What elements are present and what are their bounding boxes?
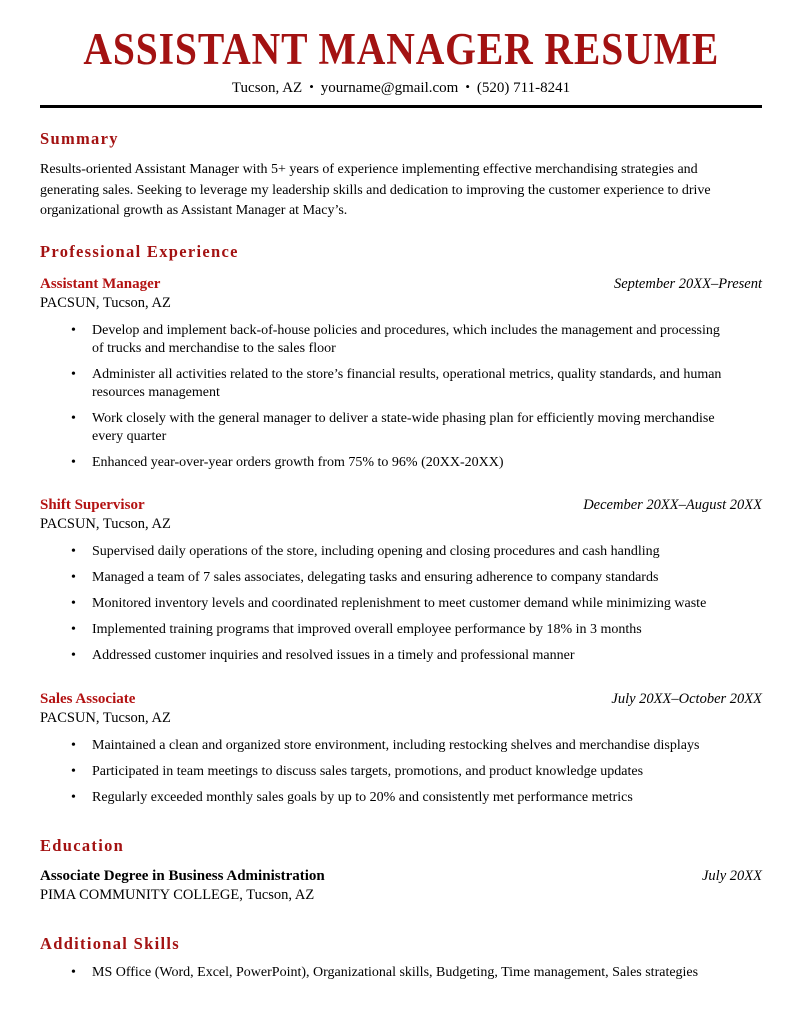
job-bullet: • Regularly exceeded monthly sales goals by up to 20% and consistently met performance metrics	[69, 789, 724, 807]
job-bullet: • Work closely with the general manager to deliver a state-wide phasing plan for efficiently moving merchandise every quarter	[69, 410, 724, 446]
job-bullet-list	[69, 737, 762, 807]
contact-phone: (520) 711-8241	[476, 80, 571, 97]
job-bullet: • Enhanced year-over-year orders growth from 75% to 96% (20XX-20XX)	[69, 454, 724, 472]
job-title: Assistant Manager	[40, 276, 161, 293]
page-title: ASSISTANT MANAGER RESUME	[83, 24, 720, 74]
summary-text: Results-oriented Assistant Manager with 5+ years of experience implementing effective merchandising strategies and generating sales. Seeking to leverage my leadership skills and dedication to improving the customer experience to drive organizational growth as Assistant Manager at Macy’s.	[40, 162, 711, 218]
education-heading: Education	[40, 835, 125, 855]
job-header-row	[40, 691, 762, 708]
job-bullet: • Participated in team meetings to discuss sales targets, promotions, and product knowledge updates	[69, 763, 724, 781]
job-bullet-list	[69, 543, 762, 665]
job-title: Sales Associate	[40, 691, 136, 708]
job-title: Shift Supervisor	[40, 497, 145, 514]
contact-line	[40, 80, 762, 97]
job-dates: December 20XX–August 20XX	[583, 497, 762, 514]
bullet-separator-icon: •	[465, 79, 470, 95]
job-entry-sales-associate	[40, 691, 762, 807]
job-dates: September 20XX–Present	[613, 276, 762, 293]
bullet-separator-icon: •	[309, 79, 314, 95]
job-bullet: • Develop and implement back-of-house policies and procedures, which includes the management and processing of trucks and merchandise to the sales floor	[69, 322, 724, 358]
experience-heading: Professional Experience	[40, 242, 239, 262]
page-title-wrap	[40, 26, 762, 73]
job-bullet: • Managed a team of 7 sales associates, delegating tasks and ensuring adherence to company standards	[69, 569, 724, 587]
contact-location: Tucson, AZ	[231, 80, 303, 97]
skills-heading: Additional Skills	[40, 933, 180, 953]
education-dates: July 20XX	[702, 867, 762, 884]
education-degree: Associate Degree in Business Administration	[40, 867, 325, 884]
contact-email: yourname@gmail.com	[320, 80, 459, 97]
job-bullet: • Supervised daily operations of the store, including opening and closing procedures and cash handling	[69, 543, 724, 561]
job-entry-assistant-manager	[40, 276, 762, 471]
job-company: PACSUN, Tucson, AZ	[40, 516, 171, 533]
job-company: PACSUN, Tucson, AZ	[40, 295, 171, 312]
job-bullet: • Administer all activities related to the store’s financial results, operational metrics, quality standards, and human resources management	[69, 366, 724, 402]
job-bullet: • Monitored inventory levels and coordinated replenishment to meet customer demand while minimizing waste	[69, 595, 724, 613]
job-entry-shift-supervisor	[40, 497, 762, 665]
education-school: PIMA COMMUNITY COLLEGE, Tucson, AZ	[40, 886, 315, 903]
job-bullet: • Addressed customer inquiries and resolved issues in a timely and professional manner	[69, 647, 724, 665]
job-bullet-list	[69, 322, 762, 471]
job-dates: July 20XX–October 20XX	[611, 691, 762, 708]
education-header-row	[40, 868, 762, 885]
summary-heading: Summary	[40, 129, 119, 149]
job-header-row	[40, 497, 762, 514]
skills-bullet-list	[69, 964, 762, 982]
education-entry	[40, 868, 762, 904]
header-divider	[40, 105, 762, 108]
resume-header	[40, 26, 762, 108]
job-bullet: • Implemented training programs that improved overall employee performance by 18% in 3 months	[69, 621, 724, 639]
skills-bullet: • MS Office (Word, Excel, PowerPoint), Organizational skills, Budgeting, Time management, Sales strategies	[69, 964, 724, 982]
job-bullet: • Maintained a clean and organized store environment, including restocking shelves and merchandise displays	[69, 737, 724, 755]
job-company: PACSUN, Tucson, AZ	[40, 710, 171, 727]
job-header-row	[40, 276, 762, 293]
